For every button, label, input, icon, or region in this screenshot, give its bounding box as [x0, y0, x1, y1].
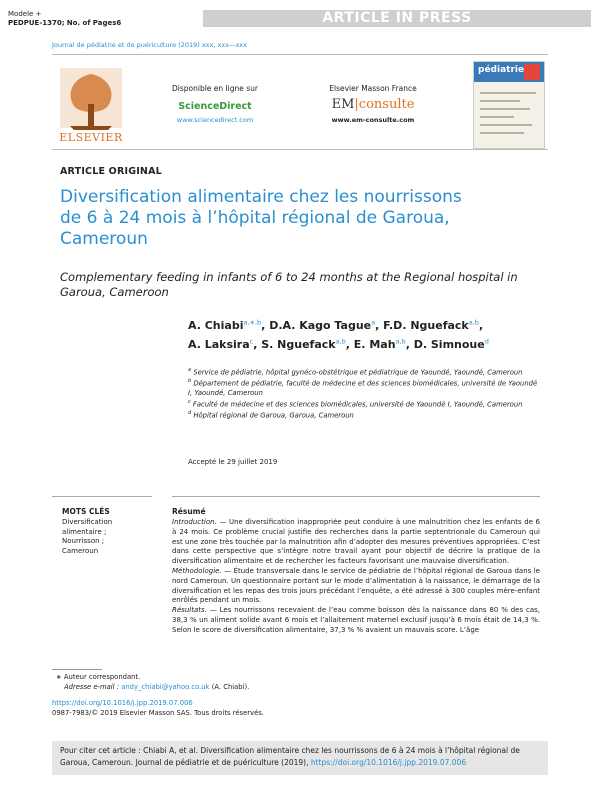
section-label: Introduction.	[172, 518, 217, 526]
available-online-label: Disponible en ligne sur	[172, 84, 258, 93]
section-label: Méthodologie.	[172, 566, 222, 575]
author[interactable]: D. Simnoue$^d$	[413, 337, 489, 352]
author[interactable]: F.D. Nguefack$^{a,b}$,	[383, 318, 484, 332]
accepted-date: Accepté le 29 juillet 2019	[188, 458, 278, 466]
author[interactable]: S. Nguefack$^{a,b}$,	[261, 337, 354, 352]
citation-text: Pour citer cet article : Chiabi A, et al. Diversification alimentaire chez les nourrissons de 6 à 24 mois à l’hôpital régional de Garoua, Cameroun. Journal de pédiatrie et de puériculture (2019),	[60, 746, 520, 767]
modele-label: Modele +	[8, 10, 42, 18]
keyword: Diversification	[62, 518, 113, 526]
abstract-heading: Résumé	[172, 507, 206, 516]
corresponding-author-note: ∗ Auteur correspondant.	[56, 673, 141, 681]
doi-link[interactable]: https://doi.org/10.1016/j.jpp.2019.07.006	[52, 699, 193, 707]
author[interactable]: A. Chiabi$^{a,∗,b}$,	[188, 318, 270, 332]
cover-title: pédiatrie	[478, 65, 525, 75]
keyword: Nourrisson ;	[62, 537, 105, 545]
abstract-body: Introduction. — Une diversification inappropriée peut conduire à une malnutrition chez les enfants de 6 à 24 mois. Ce problème crucial justifie des recherches dans la partie septentrionale du Cameroun qui est une zone très touchée par la malnutrition afin d’adopter des mesures préventives appropriées. C’est dans cette perspective que s’intègre notre travail ayant pour objectif de décrire la pratique de la diversification alimentaire et de rechercher les facteurs favorisant une mauvaise diversification. Méthodologie. — Étude transversale dans le service de pédiatrie de l’hôpital régional de Garoua dans le nord Cameroun. Un questionnaire portant sur le mode d’alimentation à la naissance, le démarrage de la diversification et les repas des trois jours précédant l’enquête, a été adressé à 300 couples mère-enfant enrôlés pendant un mois. Résultats. — Les nourrissons recevaient de l’eau comme boisson dès la naissance dans 80 % des cas, 38,3 % un aliment solide avant 6 mois et l’allaitement maternel exclusif jusqu’à 6 mois était de 14,3 %. Selon le score de diversification alimentaire, 37,3 % % avaient un mauvais score. L’âge	[172, 518, 540, 634]
keyword: alimentaire ;	[62, 527, 107, 536]
affiliation: $^a$ Service de pédiatrie, hôpital gynéco-obstétrique et pédiatrique de Yaoundé, Yaoundé, Cameroun	[188, 367, 523, 377]
em-suffix: consulte	[358, 97, 415, 112]
author-list	[188, 314, 548, 353]
keywords-box	[52, 496, 152, 556]
author[interactable]: D.A. Kago Tague$^a$,	[269, 318, 384, 332]
citation-box	[52, 741, 548, 775]
issn-copyright: 0987-7983/© 2019 Elsevier Masson SAS. Tous droits réservés.	[52, 709, 264, 717]
author[interactable]: A. Laksira$^c$,	[188, 337, 262, 352]
elsevier-wordmark: ELSEVIER	[59, 131, 123, 144]
footnote-rule	[52, 669, 102, 670]
journal-cover-thumbnail	[473, 61, 545, 149]
abstract	[172, 496, 540, 636]
email-link[interactable]: andy_chiabi@yahoo.co.uk	[121, 683, 210, 691]
affiliation: $^d$ Hôpital régional de Garoua, Garoua, Cameroun	[188, 409, 354, 420]
affiliation: $^c$ Faculté de médecine et des sciences biomédicales, université de Yaoundé I, Yaoundé, Cameroun	[188, 398, 523, 408]
section-label: Résultats.	[172, 606, 207, 615]
footnote: ∗ Auteur correspondant. Adresse e-mail : andy_chiabi@yahoo.co.uk (A. Chiabi).	[52, 672, 492, 692]
affiliation: $^b$ Département de pédiatrie, faculté de médecine et des sciences biomédicales, université de Yaoundé I, Yaoundé, Cameroun	[188, 378, 538, 397]
sciencedirect-url[interactable]: www.sciencedirect.com	[176, 116, 254, 124]
affiliations	[188, 366, 538, 420]
sciencedirect-logo[interactable]: ScienceDirect	[178, 101, 252, 112]
title-french: Diversification alimentaire chez les nourrissons de 6 à 24 mois à l’hôpital régional de Garoua, Cameroun	[60, 187, 462, 249]
em-consulte-url[interactable]: www.em-consulte.com	[331, 116, 415, 124]
page-count: No. of Pages6	[66, 19, 122, 27]
author[interactable]: E. Mah$^{a,b}$,	[353, 337, 414, 352]
cover-badge	[524, 64, 540, 80]
article-type: ARTICLE ORIGINAL	[60, 166, 162, 177]
em-prefix: EM	[331, 97, 355, 112]
journal-reference[interactable]: Journal de pédiatrie et de puériculture (2019) xxx, xxx—xxx	[52, 41, 248, 49]
title-english: Complementary feeding in infants of 6 to 24 months at the Regional hospital in Garoua, Cameroon	[60, 270, 518, 299]
citation-doi-link[interactable]: https://doi.org/10.1016/j.jpp.2019.07.006	[310, 758, 467, 767]
running-header	[8, 10, 121, 28]
email-label: Adresse e-mail :	[64, 683, 120, 691]
keywords-title: MOTS CLÉS	[62, 507, 110, 516]
article-in-press-banner: ARTICLE IN PRESS	[203, 10, 591, 27]
elsevier-masson-label: Elsevier Masson France	[329, 84, 417, 93]
article-code: PEDPUE-1370;	[8, 19, 65, 27]
em-consulte-logo[interactable]: EM|consulte	[331, 97, 415, 112]
keyword: Cameroun	[62, 546, 99, 555]
